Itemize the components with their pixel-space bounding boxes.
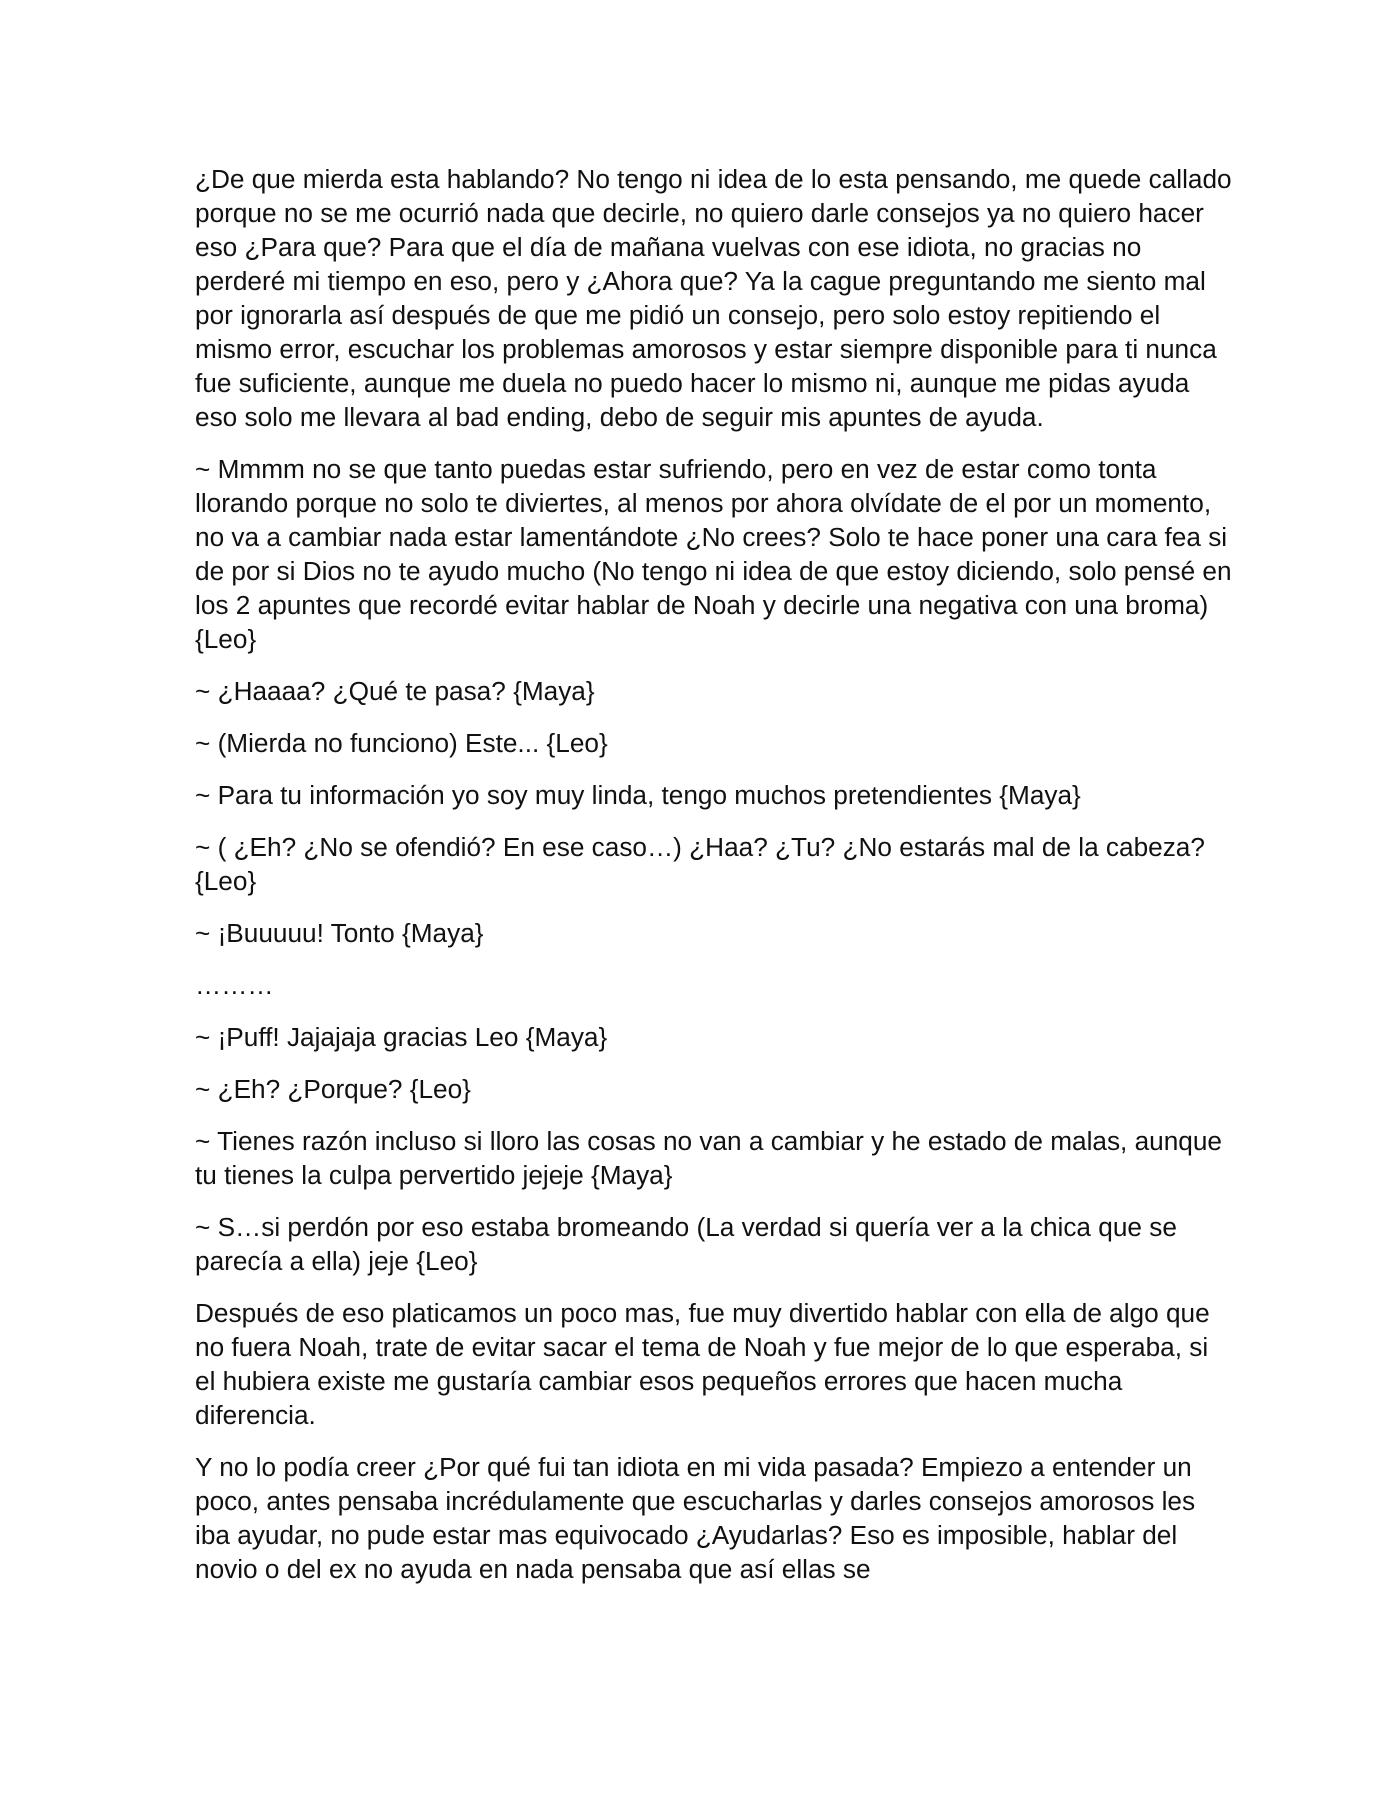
paragraph-dialogue-leo-1: ~ Mmmm no se que tanto puedas estar sufriendo, pero en vez de estar como tonta llorando porque no solo te diviertes, al menos por ahora olvídate de el por un momento, no va a cambiar nada estar lamentándote ¿No crees? Solo te hace poner una cara fea si de por si Dios no te ayudo mucho (No tengo ni idea de que estoy diciendo, solo pensé en los 2 apuntes que recordé evitar hablar de Noah y decirle una negativa con una broma) {Leo} — [195, 454, 1232, 654]
paragraph-dialogue-leo-5: ~ S…si perdón por eso estaba bromeando (La verdad si quería ver a la chica que se parecía a ella) jeje {Leo} — [195, 1212, 1177, 1276]
paragraph-narration-1: ¿De que mierda esta hablando? No tengo ni idea de lo esta pensando, me quede callado porque no se me ocurrió nada que decirle, no quiero darle consejos ya no quiero hacer eso ¿Para que? Para que el día de mañana vuelvas con ese idiota, no gracias no perderé mi tiempo en eso, pero y ¿Ahora que? Ya la cague preguntando me siento mal por ignorarla así después de que me pidió un consejo, pero solo estoy repitiendo el mismo error, escuchar los problemas amorosos y estar siempre disponible para ti nunca fue suficiente, aunque me duela no puedo hacer lo mismo ni, aunque me pidas ayuda eso solo me llevara al bad ending, debo de seguir mis apuntes de ayuda. — [195, 164, 1232, 432]
paragraph-dialogue-maya-3: ~ ¡Buuuuu! Tonto {Maya} — [195, 918, 484, 948]
paragraph-dialogue-leo-3: ~ ( ¿Eh? ¿No se ofendió? En ese caso…) ¿Haa? ¿Tu? ¿No estarás mal de la cabeza? {Leo} — [195, 832, 1205, 896]
paragraph-dialogue-maya-5: ~ Tienes razón incluso si lloro las cosas no van a cambiar y he estado de malas, aunque tu tienes la culpa pervertido jejeje {Maya} — [195, 1126, 1222, 1190]
paragraph-dialogue-maya-2: ~ Para tu información yo soy muy linda, tengo muchos pretendientes {Maya} — [195, 780, 1081, 810]
paragraph-ellipsis: ……… — [195, 970, 274, 1000]
paragraph-dialogue-maya-1: ~ ¿Haaaa? ¿Qué te pasa? {Maya} — [195, 676, 595, 706]
paragraph-dialogue-leo-4: ~ ¿Eh? ¿Porque? {Leo} — [195, 1074, 471, 1104]
paragraph-narration-2: Después de eso platicamos un poco mas, fue muy divertido hablar con ella de algo que no fuera Noah, trate de evitar sacar el tema de Noah y fue mejor de lo que esperaba, si el hubiera existe me gustaría cambiar esos pequeños errores que hacen mucha diferencia. — [195, 1298, 1210, 1430]
paragraph-dialogue-leo-2: ~ (Mierda no funciono) Este... {Leo} — [195, 728, 608, 758]
document-body — [195, 162, 1235, 1604]
paragraph-dialogue-maya-4: ~ ¡Puff! Jajajaja gracias Leo {Maya} — [195, 1022, 608, 1052]
paragraph-narration-3: Y no lo podía creer ¿Por qué fui tan idiota en mi vida pasada? Empiezo a entender un poco, antes pensaba incrédulamente que escucharlas y darles consejos amorosos les iba ayudar, no pude estar mas equivocado ¿Ayudarlas? Eso es imposible, hablar del novio o del ex no ayuda en nada pensaba que así ellas se — [195, 1452, 1196, 1584]
